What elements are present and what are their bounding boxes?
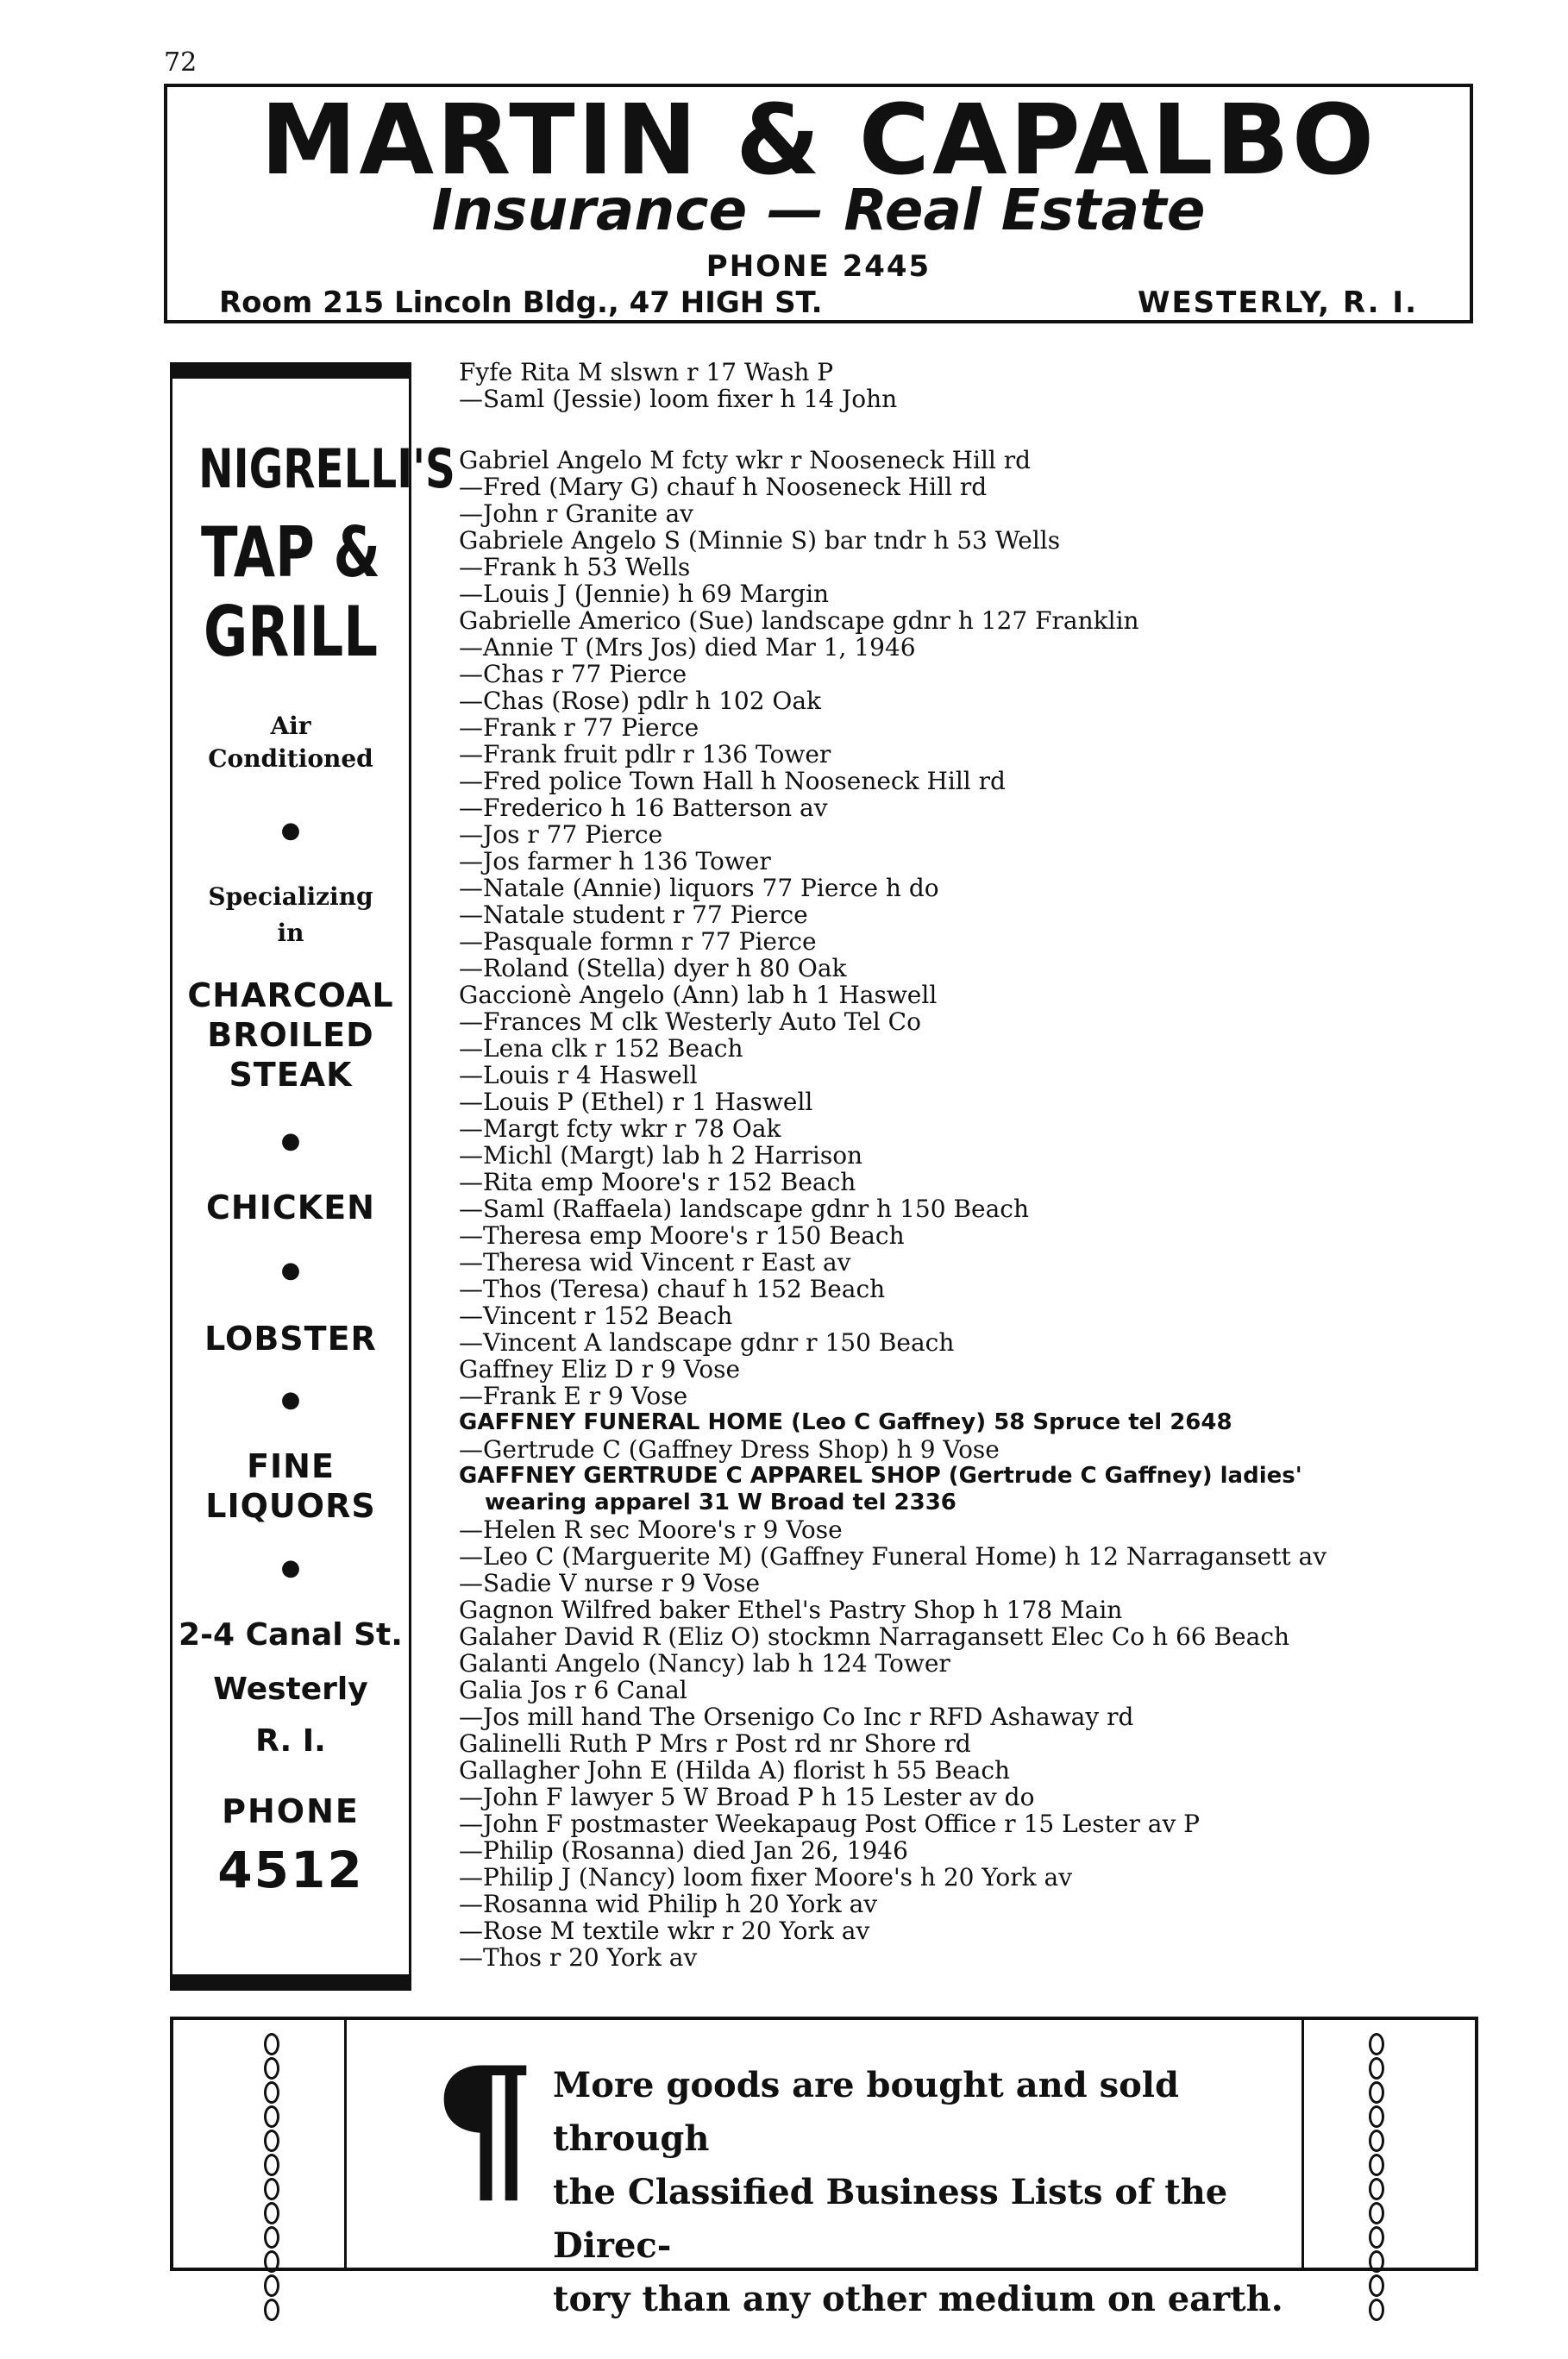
- list-item: —Rose M textile wkr r 20 York av: [459, 1917, 870, 1945]
- list-item: —Frederico h 16 Batterson av: [459, 794, 828, 822]
- side-ad-chicken: CHICKEN: [206, 1189, 375, 1227]
- side-ad-conditioned: Conditioned: [208, 744, 373, 773]
- list-item: —Frank fruit pdlr r 136 Tower: [459, 740, 831, 769]
- list-item: —John F lawyer 5 W Broad P h 15 Lester av do: [459, 1783, 1035, 1811]
- list-item-bold: GAFFNEY GERTRUDE C APPAREL SHOP (Gertrude C Gaffney) ladies': [459, 1463, 1302, 1489]
- header-city: WESTERLY, R. I.: [1137, 285, 1418, 320]
- list-item: —Philip (Rosanna) died Jan 26, 1946: [459, 1836, 908, 1865]
- list-item: —Frank h 53 Wells: [459, 553, 691, 581]
- list-item: —Jos r 77 Pierce: [459, 820, 663, 849]
- list-item: —Annie T (Mrs Jos) died Mar 1, 1946: [459, 633, 916, 662]
- list-item: Gabriele Angelo S (Minnie S) bar tndr h 53 Wells: [459, 526, 1061, 555]
- bullet-icon: ●: [280, 1555, 301, 1581]
- bullet-icon: ●: [280, 818, 301, 844]
- list-item: —Natale (Annie) liquors 77 Pierce h do: [459, 874, 939, 902]
- side-ad-broiled: BROILED: [207, 1016, 374, 1054]
- list-item: —Roland (Stella) dyer h 80 Oak: [459, 954, 847, 982]
- list-item: —Thos (Teresa) chauf h 152 Beach: [459, 1275, 886, 1303]
- side-advertisement: [170, 362, 455, 1991]
- list-item: —Pasquale formn r 77 Pierce: [459, 927, 817, 956]
- side-ad-state: R. I.: [255, 1723, 326, 1759]
- list-item: —Jos farmer h 136 Tower: [459, 847, 771, 875]
- side-ad-fine: FINE: [247, 1447, 335, 1485]
- list-item-bold-continuation: wearing apparel 31 W Broad tel 2336: [485, 1490, 956, 1515]
- divider: [1301, 2020, 1304, 2268]
- list-item: —Vincent A landscape gdnr r 150 Beach: [459, 1328, 955, 1357]
- list-item: —Philip J (Nancy) loom fixer Moore's h 20 York av: [459, 1863, 1073, 1892]
- side-ad-tap: TAP &: [201, 512, 380, 593]
- list-item: —Louis J (Jennie) h 69 Margin: [459, 580, 830, 608]
- list-item: —Louis P (Ethel) r 1 Haswell: [459, 1088, 813, 1116]
- side-ad-bottom-bar: [172, 1974, 409, 1988]
- chain-ornament-icon: [1367, 2033, 1386, 2255]
- list-item: —Thos r 20 York av: [459, 1943, 698, 1972]
- header-advertisement: [164, 84, 1473, 323]
- list-item: Galia Jos r 6 Canal: [459, 1676, 687, 1704]
- side-ad-phone-label: PHONE: [222, 1792, 360, 1830]
- list-item: Gaccionè Angelo (Ann) lab h 1 Haswell: [459, 981, 938, 1009]
- side-ad-town: Westerly: [213, 1672, 368, 1707]
- side-ad-lobster: LOBSTER: [204, 1320, 377, 1358]
- directory-listings: [459, 359, 1494, 1971]
- list-item: Gabrielle Americo (Sue) landscape gdnr h 127 Franklin: [459, 606, 1139, 635]
- list-item: —Michl (Margt) lab h 2 Harrison: [459, 1141, 863, 1170]
- bottom-advertisement: [170, 2017, 1478, 2319]
- list-item: —Rosanna wid Philip h 20 York av: [459, 1890, 878, 1918]
- side-ad-grill: GRILL: [203, 592, 378, 672]
- list-item: —Saml (Raffaela) landscape gdnr h 150 Beach: [459, 1195, 1029, 1223]
- list-item: —Helen R sec Moore's r 9 Vose: [459, 1515, 843, 1544]
- bottom-ad-text: [553, 2059, 1329, 2326]
- divider: [344, 2020, 347, 2268]
- side-ad-steak: STEAK: [229, 1056, 353, 1094]
- list-item: —Vincent r 152 Beach: [459, 1302, 733, 1330]
- side-ad-in: in: [277, 919, 304, 947]
- chain-ornament-icon: [262, 2033, 281, 2255]
- list-item: —Theresa emp Moore's r 150 Beach: [459, 1221, 905, 1250]
- list-item: —Natale student r 77 Pierce: [459, 900, 808, 929]
- list-item: —John F postmaster Weekapaug Post Office r 15 Lester av P: [459, 1810, 1201, 1838]
- list-item: Gaffney Eliz D r 9 Vose: [459, 1355, 741, 1383]
- pilcrow-icon: ¶: [432, 2031, 536, 2224]
- side-ad-street: 2-4 Canal St.: [179, 1617, 403, 1653]
- side-ad-air: Air: [270, 712, 311, 740]
- list-item-bold: GAFFNEY FUNERAL HOME (Leo C Gaffney) 58 Spruce tel 2648: [459, 1409, 1232, 1435]
- list-item: —Chas (Rose) pdlr h 102 Oak: [459, 687, 822, 715]
- list-item: —Louis r 4 Haswell: [459, 1061, 698, 1089]
- list-item: —Leo C (Marguerite M) (Gaffney Funeral Home) h 12 Narragansett av: [459, 1542, 1327, 1571]
- list-item: —Theresa wid Vincent r East av: [459, 1248, 851, 1277]
- list-item: —Frank E r 9 Vose: [459, 1382, 688, 1410]
- page-number: 72: [164, 47, 198, 78]
- side-ad-top-bar: [172, 365, 409, 379]
- bottom-ad-line: More goods are bought and sold through: [553, 2065, 1179, 2159]
- list-item: Fyfe Rita M slswn r 17 Wash P: [459, 358, 834, 386]
- side-ad-liquors: LIQUORS: [205, 1487, 376, 1525]
- list-item: —Fred (Mary G) chauf h Nooseneck Hill rd: [459, 473, 988, 501]
- list-item: —Lena clk r 152 Beach: [459, 1034, 743, 1063]
- list-item: —Jos mill hand The Orsenigo Co Inc r RFD Ashaway rd: [459, 1703, 1134, 1731]
- list-item: —Saml (Jessie) loom fixer h 14 John: [459, 385, 898, 413]
- list-item: Gabriel Angelo M fcty wkr r Nooseneck Hill rd: [459, 446, 1032, 474]
- bullet-icon: ●: [280, 1258, 301, 1283]
- bullet-icon: ●: [280, 1387, 301, 1413]
- header-phone: PHONE 2445: [706, 249, 931, 284]
- side-ad-specializing: Specializing: [208, 882, 373, 911]
- bullet-icon: ●: [280, 1128, 301, 1154]
- list-item: Galinelli Ruth P Mrs r Post rd nr Shore rd: [459, 1729, 971, 1758]
- list-item: —John r Granite av: [459, 499, 694, 528]
- side-ad-phone-number: 4512: [217, 1841, 364, 1899]
- list-item: Gagnon Wilfred baker Ethel's Pastry Shop h 178 Main: [459, 1596, 1123, 1624]
- list-item: —Frances M clk Westerly Auto Tel Co: [459, 1007, 921, 1036]
- list-item: Galaher David R (Eliz O) stockmn Narragansett Elec Co h 66 Beach: [459, 1622, 1290, 1651]
- header-company-name: MARTIN & CAPALBO: [260, 85, 1377, 197]
- list-item: Gallagher John E (Hilda A) florist h 55 Beach: [459, 1756, 1011, 1785]
- list-item: —Chas r 77 Pierce: [459, 660, 687, 688]
- bottom-ad-line: the Classified Business Lists of the Direc-: [553, 2172, 1228, 2266]
- list-item: —Frank r 77 Pierce: [459, 713, 699, 742]
- list-item: —Sadie V nurse r 9 Vose: [459, 1569, 761, 1597]
- list-item: —Fred police Town Hall h Nooseneck Hill rd: [459, 767, 1006, 795]
- list-item: —Rita emp Moore's r 152 Beach: [459, 1168, 856, 1196]
- bottom-ad-line: tory than any other medium on earth.: [553, 2279, 1283, 2319]
- side-ad-name: NIGRELLI'S: [198, 437, 455, 500]
- side-ad-charcoal: CHARCOAL: [187, 976, 394, 1014]
- list-item: —Gertrude C (Gaffney Dress Shop) h 9 Vose: [459, 1435, 1000, 1464]
- section-gap: [459, 412, 1494, 447]
- list-item: —Margt fcty wkr r 78 Oak: [459, 1114, 781, 1143]
- header-address: Room 215 Lincoln Bldg., 47 HIGH ST.: [219, 285, 823, 320]
- header-tagline: Insurance — Real Estate: [431, 177, 1206, 243]
- list-item: Galanti Angelo (Nancy) lab h 124 Tower: [459, 1649, 950, 1678]
